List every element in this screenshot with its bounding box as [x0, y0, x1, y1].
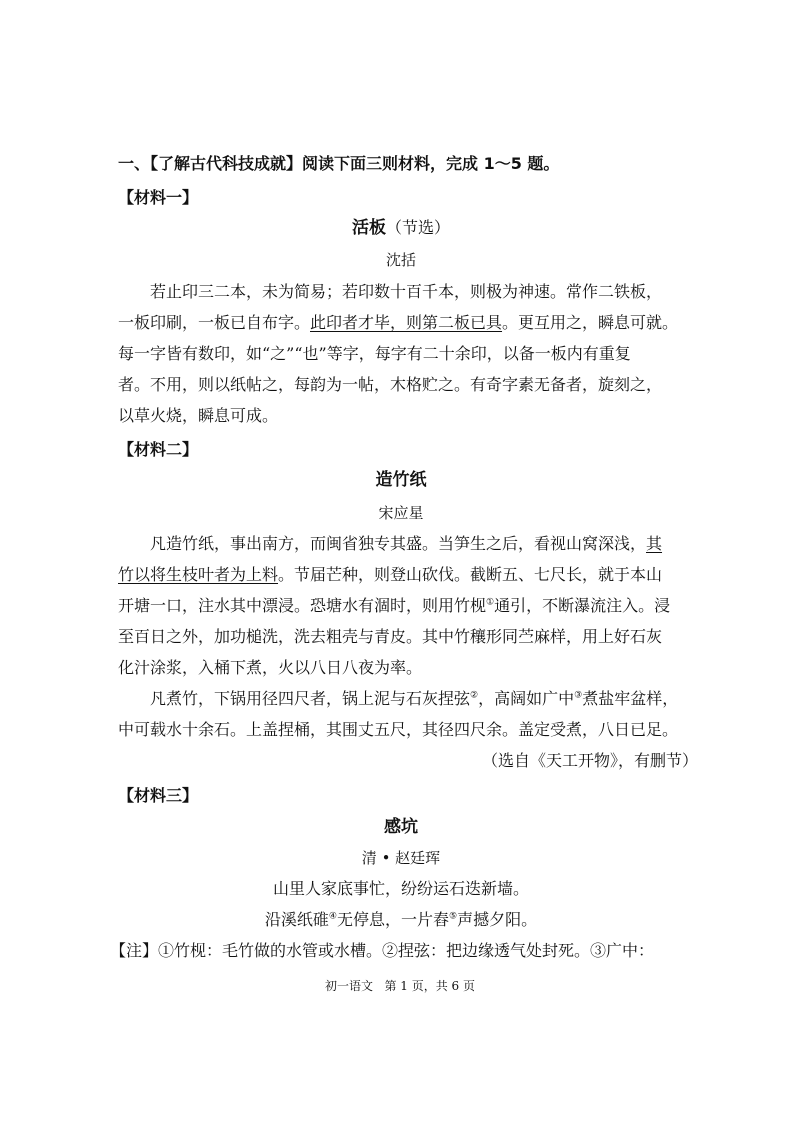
material2-p2-line-1-mid: ，高阔如广中 [478, 689, 575, 708]
material1-title-line [118, 218, 684, 238]
material2-source: （选自《天工开物》，有删节） [481, 751, 698, 770]
material2-title: 造竹纸 [375, 470, 427, 490]
material2-underlined-sentence: 竹以将生枝叶者为上料 [118, 565, 279, 584]
poem-verse-2-text: 沿溪纸碓 [264, 910, 329, 929]
material2-p1-line-4: 至百日之外，加功槌洗，洗去粗壳与青皮。其中竹穰形同苎麻样，用上好石灰 [118, 627, 663, 646]
material2-underline-start: 其 [646, 534, 663, 553]
poem-verse-2-mid: 无停息，一片舂 [336, 910, 449, 929]
poem-verse-2 [118, 910, 684, 930]
material1-title: 活板 [351, 218, 386, 238]
material3-author: 清 • 赵廷珲 [361, 849, 441, 867]
material2-author: 宋应星 [378, 504, 424, 522]
material2-p2-line-1-tail: 煮盐牢盆样， [582, 689, 679, 708]
material1-line-3: 每一字皆有数印，如“之”“也”等字，每字有二十余印，以备一板内有重复 [118, 344, 631, 363]
page-footer [0, 978, 800, 994]
note-ref-4: ④ [328, 911, 337, 922]
material2-p1-line-1 [150, 534, 698, 554]
material1-line-4: 者。不用，则以纸帖之，每韵为一帖，木格贮之。有奇字素无备者，旋刻之， [118, 375, 663, 394]
material3-title: 感坑 [384, 817, 418, 837]
material1-line-1: 若止印三二本，未为简易；若印数十百千本，则极为神速。常作二铁板， [150, 282, 663, 301]
footer-page-number: 第 1 页，共 6 页 [384, 979, 475, 993]
notes-line: 【注】①竹枧：毛竹做的水管或水槽。②捏弦：把边缘透气处封死。③广中： [110, 941, 655, 960]
material1-line-2-tail: 。更互用之，瞬息可就。 [502, 313, 679, 332]
material1-title-note: （节选） [385, 218, 450, 237]
material2-p2-line-1 [150, 689, 698, 709]
note-ref-1: ① [486, 597, 495, 608]
material2-p1-line-5: 化汁涂浆，入桶下煮，火以八日八夜为率。 [118, 658, 423, 677]
material2-p1-line-3-text: 开塘一口，注水其中漂浸。恐塘水有涸时，则用竹枧 [118, 596, 487, 615]
material2-p1-line-3-tail: 通引，不断瀑流注入。浸 [494, 596, 671, 615]
material3-label: 【材料三】 [118, 786, 199, 805]
material1-line-5: 以草火烧，瞬息可成。 [118, 406, 279, 425]
material2-p2-line-1-text: 凡煮竹，下锅用径四尺者，锅上泥与石灰捏弦 [150, 689, 471, 708]
material1-underlined-sentence: 此印者才毕，则第二板已具 [310, 313, 503, 332]
material2-p1-line-3 [118, 596, 698, 616]
material1-line-2-text: 一板印刷，一板已自布字。 [118, 313, 311, 332]
note-ref-3: ③ [574, 690, 583, 701]
poem-verse-2-tail: 声撼夕阳。 [457, 910, 538, 929]
footer-subject: 初一语文 [325, 979, 374, 993]
material2-label: 【材料二】 [118, 440, 199, 459]
material2-p1-line-2-text: 。节届芒种，则登山砍伐。截断五、七尺长，就于本山 [278, 565, 663, 584]
material1-author: 沈括 [385, 251, 416, 269]
material2-p1-line-1-text: 凡造竹纸，事出南方，而闽省独专其盛。当笋生之后，看视山窝深浅， [150, 534, 647, 553]
material1-label: 【材料一】 [118, 188, 199, 207]
material1-line-2 [118, 313, 698, 333]
note-ref-2: ② [470, 690, 479, 701]
material2-p2-line-2: 中可载水十余石。上盖捏桶，其围丈五尺，其径四尺余。盖定受煮，八日已足。 [118, 720, 679, 739]
material2-p1-line-2 [118, 565, 698, 585]
question-heading: 一、【了解古代科技成就】阅读下面三则材料，完成 1～5 题。 [118, 154, 560, 173]
poem-verse-1: 山里人家底事忙，纷纷运石迭新墙。 [272, 879, 529, 898]
note-ref-5: ⑤ [449, 911, 458, 922]
